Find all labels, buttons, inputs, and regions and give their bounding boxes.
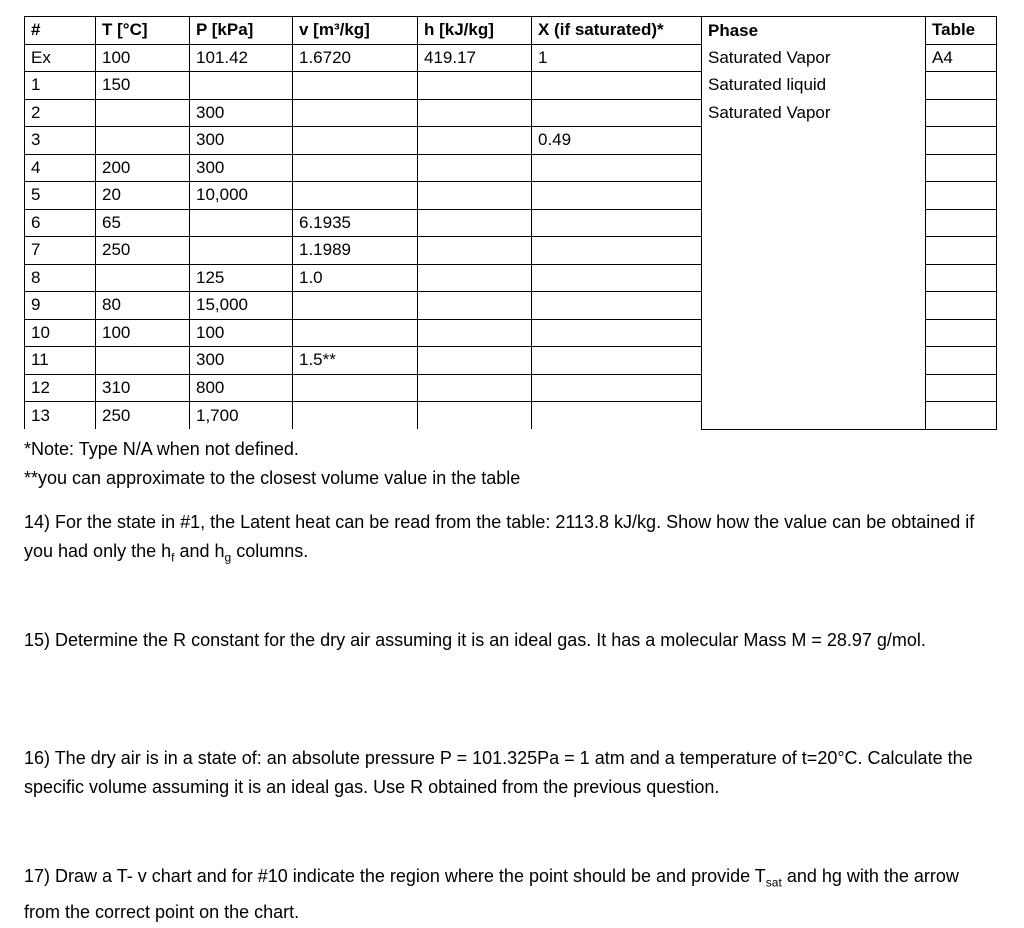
cell-number: 13 <box>25 402 96 430</box>
question-14-text-a: 14) For the state in #1, the Latent heat can be read from the table: 2113.8 kJ/kg. Show how the value can be obtained if you had only the h <box>24 512 975 561</box>
cell-pressure: 300 <box>190 154 293 182</box>
cell-quality: 0.49 <box>532 127 702 155</box>
cell-enthalpy <box>418 154 532 182</box>
table-row <box>25 154 997 182</box>
cell-table <box>926 264 997 292</box>
cell-table <box>926 154 997 182</box>
cell-temperature <box>96 99 190 127</box>
cell-phase <box>702 209 926 237</box>
cell-specific-volume: 1.1989 <box>293 237 418 265</box>
cell-table <box>926 319 997 347</box>
cell-phase <box>702 127 926 155</box>
cell-number: 8 <box>25 264 96 292</box>
cell-enthalpy <box>418 347 532 375</box>
header-specific-volume: v [m³/kg] <box>293 17 418 45</box>
cell-number: 6 <box>25 209 96 237</box>
cell-table <box>926 72 997 100</box>
cell-specific-volume: 1.0 <box>293 264 418 292</box>
question-17-text-b: and hg with the arrow from the correct point on the chart. <box>24 866 959 922</box>
cell-temperature: 80 <box>96 292 190 320</box>
table-row <box>25 347 997 375</box>
cell-temperature: 310 <box>96 374 190 402</box>
cell-enthalpy <box>418 374 532 402</box>
cell-specific-volume <box>293 182 418 210</box>
cell-quality <box>532 402 702 430</box>
cell-quality <box>532 154 702 182</box>
cell-quality <box>532 347 702 375</box>
cell-enthalpy <box>418 237 532 265</box>
table-row <box>25 319 997 347</box>
subscript-g: g <box>224 550 232 565</box>
note-na: *Note: Type N/A when not defined. <box>24 439 299 459</box>
cell-table <box>926 127 997 155</box>
cell-enthalpy <box>418 292 532 320</box>
question-17-text-a: 17) Draw a T- v chart and for #10 indicate the region where the point should be and provide T <box>24 866 766 886</box>
cell-pressure: 800 <box>190 374 293 402</box>
cell-table <box>926 182 997 210</box>
question-15: 15) Determine the R constant for the dry air assuming it is an ideal gas. It has a molecular Mass M = 28.97 g/mol. <box>24 630 926 650</box>
cell-quality <box>532 237 702 265</box>
cell-temperature: 200 <box>96 154 190 182</box>
cell-phase <box>702 154 926 182</box>
cell-temperature <box>96 127 190 155</box>
question-14-text-b: and h <box>174 541 225 561</box>
cell-table <box>926 347 997 375</box>
cell-table <box>926 292 997 320</box>
cell-pressure: 10,000 <box>190 182 293 210</box>
table-row <box>25 182 997 210</box>
cell-specific-volume <box>293 374 418 402</box>
cell-quality <box>532 182 702 210</box>
cell-enthalpy <box>418 264 532 292</box>
cell-pressure: 300 <box>190 99 293 127</box>
property-table <box>24 16 997 430</box>
table-row <box>25 237 997 265</box>
cell-temperature: 20 <box>96 182 190 210</box>
cell-temperature: 250 <box>96 402 190 430</box>
table-row <box>25 72 997 100</box>
cell-temperature: 100 <box>96 44 190 72</box>
cell-temperature <box>96 347 190 375</box>
cell-phase <box>702 292 926 320</box>
cell-quality <box>532 374 702 402</box>
cell-specific-volume <box>293 154 418 182</box>
cell-number: Ex <box>25 44 96 72</box>
cell-enthalpy <box>418 99 532 127</box>
table-row <box>25 374 997 402</box>
cell-pressure: 300 <box>190 347 293 375</box>
cell-specific-volume: 1.5** <box>293 347 418 375</box>
cell-quality <box>532 209 702 237</box>
cell-specific-volume <box>293 319 418 347</box>
header-enthalpy: h [kJ/kg] <box>418 17 532 45</box>
table-row <box>25 209 997 237</box>
cell-table <box>926 99 997 127</box>
table-notes <box>24 435 520 493</box>
cell-quality: 1 <box>532 44 702 72</box>
cell-number: 4 <box>25 154 96 182</box>
cell-phase: Saturated Vapor <box>702 99 926 127</box>
cell-number: 12 <box>25 374 96 402</box>
cell-specific-volume <box>293 127 418 155</box>
table-row <box>25 402 997 430</box>
header-number: # <box>25 17 96 45</box>
cell-pressure <box>190 209 293 237</box>
table-row <box>25 264 997 292</box>
table-row <box>25 127 997 155</box>
cell-temperature: 65 <box>96 209 190 237</box>
cell-pressure <box>190 237 293 265</box>
subscript-f: f <box>171 550 175 565</box>
cell-temperature: 100 <box>96 319 190 347</box>
cell-enthalpy <box>418 209 532 237</box>
cell-number: 1 <box>25 72 96 100</box>
cell-number: 7 <box>25 237 96 265</box>
cell-pressure: 15,000 <box>190 292 293 320</box>
question-14 <box>24 508 984 573</box>
cell-specific-volume <box>293 72 418 100</box>
subscript-sat: sat <box>765 875 782 890</box>
table-header-row <box>25 17 997 45</box>
cell-table: A4 <box>926 44 997 72</box>
cell-specific-volume <box>293 99 418 127</box>
cell-table <box>926 209 997 237</box>
cell-pressure: 1,700 <box>190 402 293 430</box>
cell-number: 5 <box>25 182 96 210</box>
header-phase: Phase <box>702 17 926 45</box>
cell-enthalpy <box>418 127 532 155</box>
cell-quality <box>532 319 702 347</box>
cell-quality <box>532 72 702 100</box>
cell-enthalpy: 419.17 <box>418 44 532 72</box>
cell-table <box>926 402 997 430</box>
cell-enthalpy <box>418 182 532 210</box>
cell-temperature: 150 <box>96 72 190 100</box>
cell-quality <box>532 264 702 292</box>
header-quality: X (if saturated)* <box>532 17 702 45</box>
cell-specific-volume: 1.6720 <box>293 44 418 72</box>
table-row <box>25 99 997 127</box>
table-row <box>25 44 997 72</box>
cell-number: 11 <box>25 347 96 375</box>
cell-temperature <box>96 264 190 292</box>
cell-specific-volume: 6.1935 <box>293 209 418 237</box>
cell-phase <box>702 319 926 347</box>
cell-quality <box>532 292 702 320</box>
cell-phase <box>702 347 926 375</box>
cell-specific-volume <box>293 292 418 320</box>
question-16: 16) The dry air is in a state of: an absolute pressure P = 101.325Pa = 1 atm and a temperature of t=20°C. Calculate the specific volume assuming it is an ideal gas. Use R obtained from the previous question. <box>24 748 973 797</box>
header-table: Table <box>926 17 997 45</box>
cell-temperature: 250 <box>96 237 190 265</box>
cell-number: 9 <box>25 292 96 320</box>
cell-enthalpy <box>418 319 532 347</box>
question-14-text-c: columns. <box>231 541 309 561</box>
cell-enthalpy <box>418 402 532 430</box>
cell-pressure: 101.42 <box>190 44 293 72</box>
cell-specific-volume <box>293 402 418 430</box>
cell-pressure <box>190 72 293 100</box>
cell-phase: Saturated liquid <box>702 72 926 100</box>
cell-phase <box>702 264 926 292</box>
note-approximate: **you can approximate to the closest volume value in the table <box>24 468 521 488</box>
cell-phase <box>702 402 926 430</box>
header-temperature: T [°C] <box>96 17 190 45</box>
cell-pressure: 100 <box>190 319 293 347</box>
cell-pressure: 300 <box>190 127 293 155</box>
cell-number: 10 <box>25 319 96 347</box>
cell-phase <box>702 237 926 265</box>
cell-table <box>926 237 997 265</box>
cell-number: 2 <box>25 99 96 127</box>
question-17 <box>24 862 984 927</box>
cell-table <box>926 374 997 402</box>
cell-phase <box>702 374 926 402</box>
cell-pressure: 125 <box>190 264 293 292</box>
header-pressure: P [kPa] <box>190 17 293 45</box>
cell-number: 3 <box>25 127 96 155</box>
table-row <box>25 292 997 320</box>
cell-enthalpy <box>418 72 532 100</box>
cell-phase <box>702 182 926 210</box>
cell-phase: Saturated Vapor <box>702 44 926 72</box>
cell-quality <box>532 99 702 127</box>
